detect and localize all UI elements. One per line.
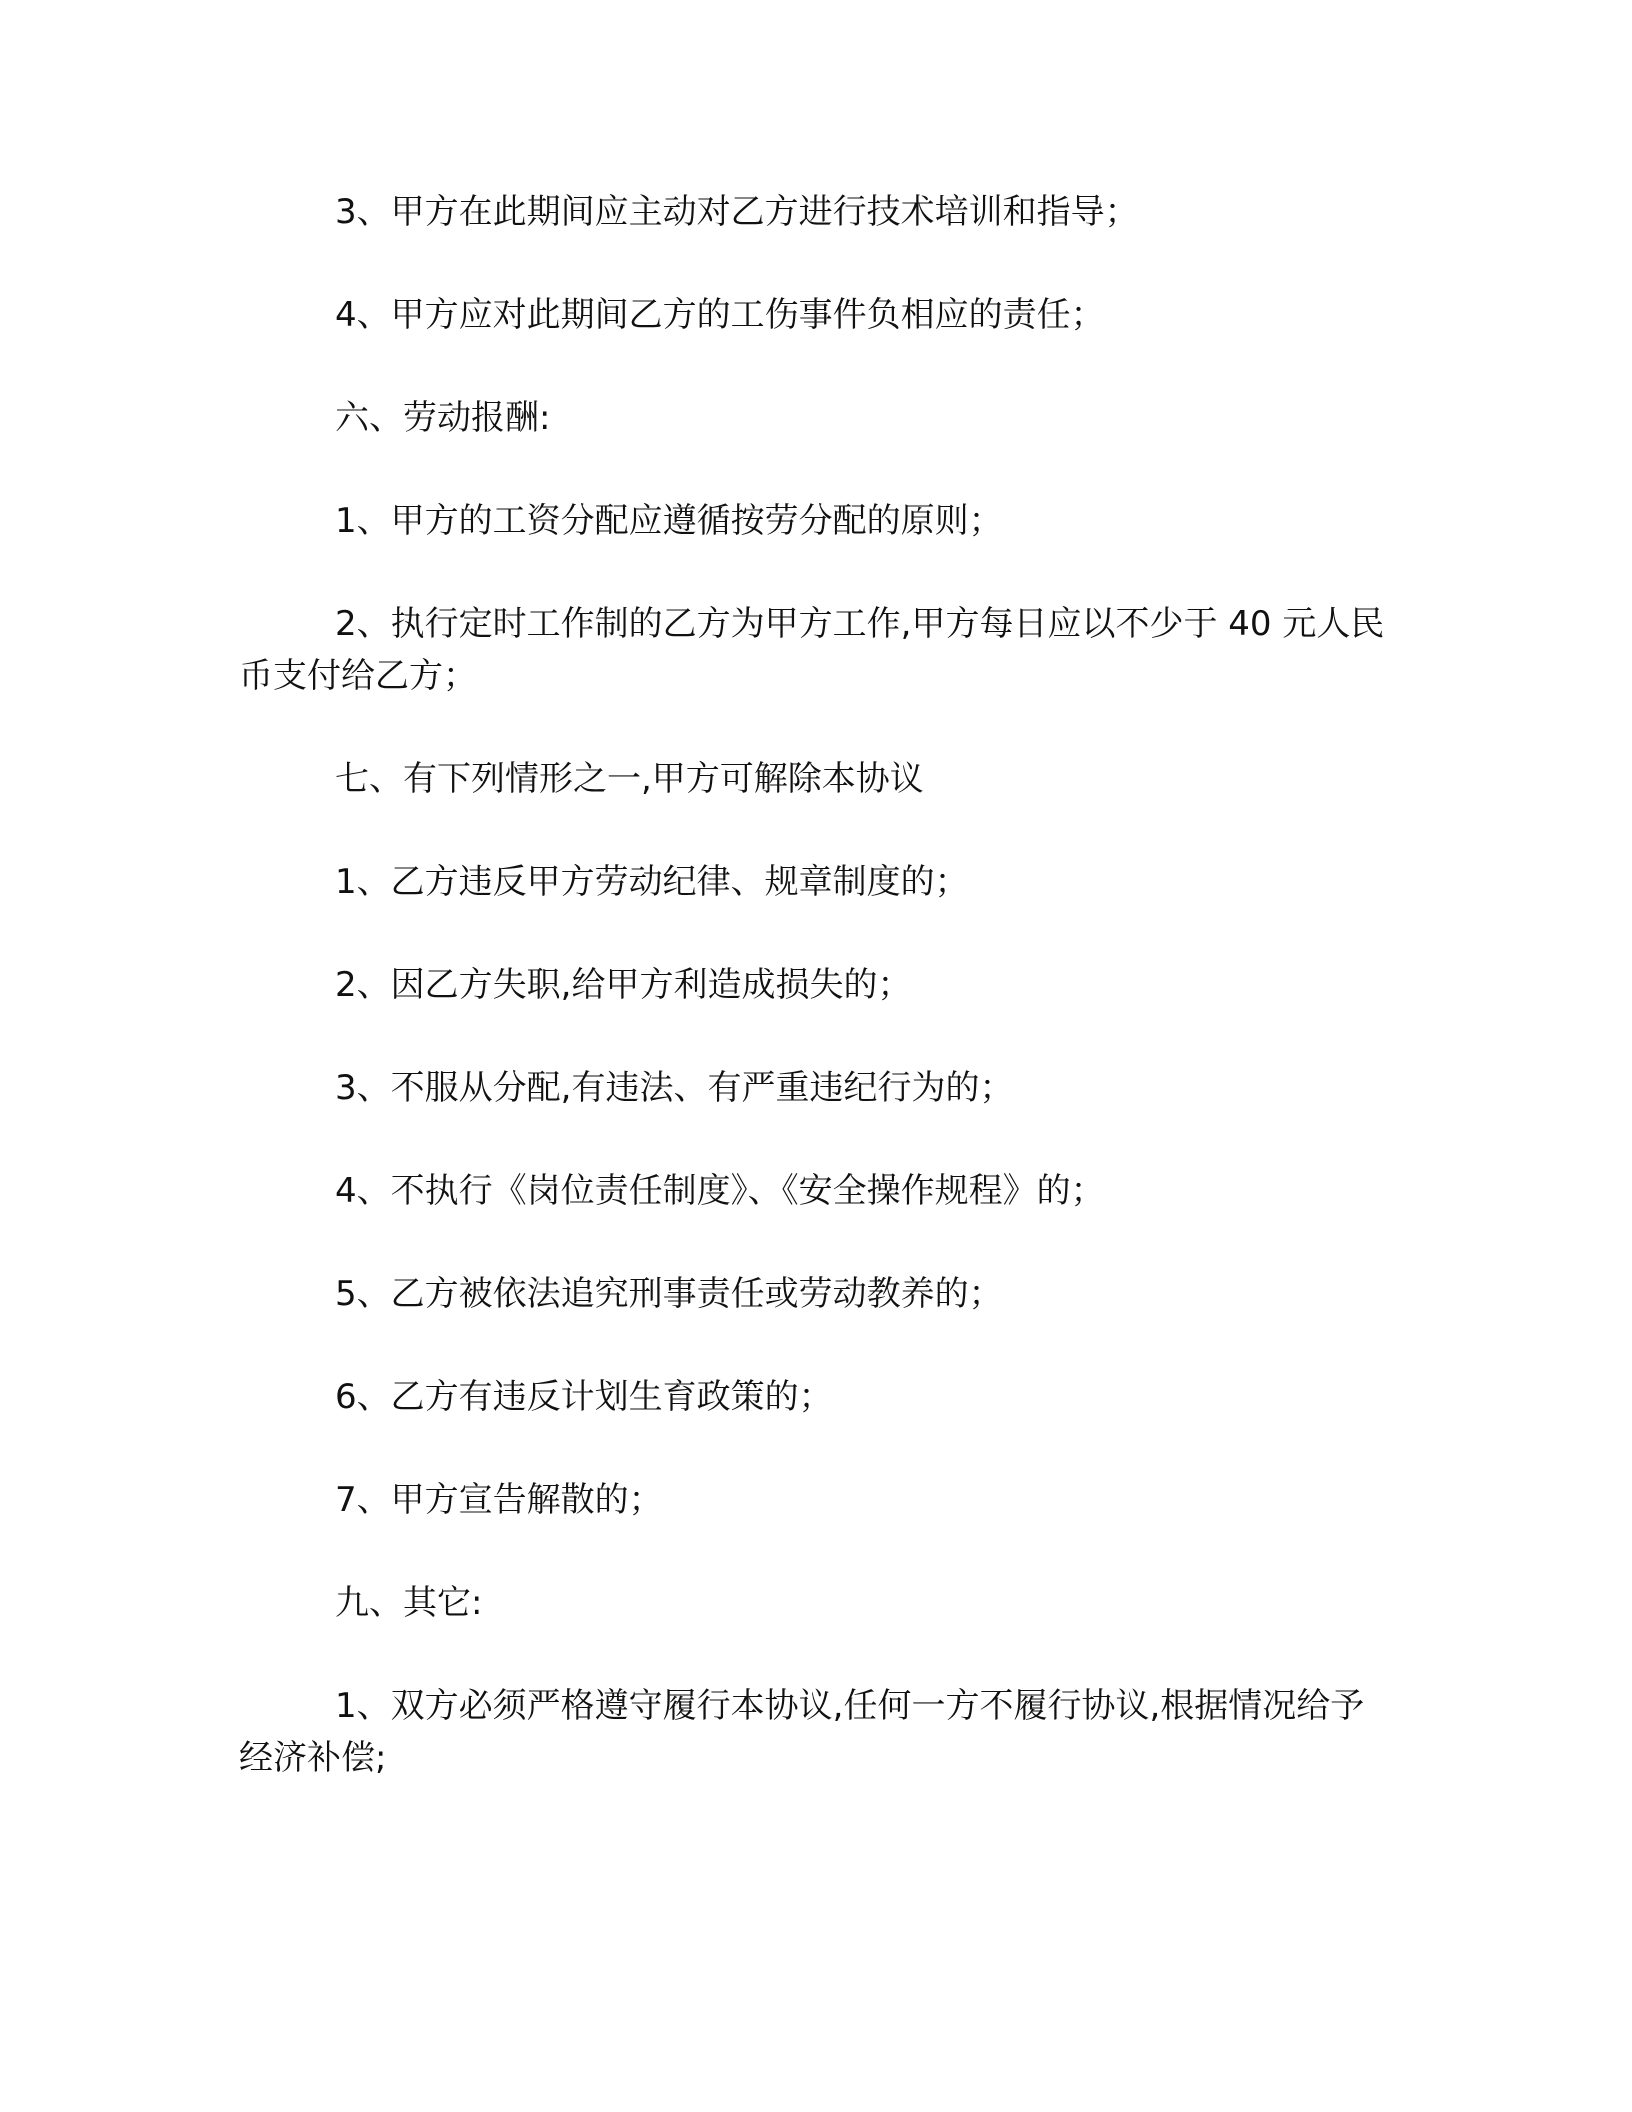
paragraph-11: 7、甲方宣告解散的； <box>335 1480 663 1520</box>
paragraph-2: 4、甲方应对此期间乙方的工伤事件负相应的责任； <box>335 295 1105 335</box>
paragraph-5: 1、乙方违反甲方劳动纪律、规章制度的； <box>335 862 969 902</box>
paragraph-6: 2、因乙方失职,给甲方利造成损失的； <box>335 965 912 1005</box>
paragraph-7: 3、不服从分配,有违法、有严重违纪行为的； <box>335 1068 1014 1108</box>
document-body <box>239 186 1389 1784</box>
paragraph-3: 1、甲方的工资分配应遵循按劳分配的原则； <box>335 501 1003 541</box>
section-heading-7: 七、有下列情形之一,甲方可解除本协议 <box>335 759 924 799</box>
paragraph-8: 4、不执行《岗位责任制度》、《安全操作规程》的； <box>335 1171 1105 1211</box>
paragraph-12: 1、双方必须严格遵守履行本协议,任何一方不履行协议,根据情况给予经济补偿; <box>239 1686 1365 1778</box>
section-heading-9: 九、其它: <box>335 1583 483 1623</box>
paragraph-10: 6、乙方有违反计划生育政策的； <box>335 1377 833 1417</box>
paragraph-1: 3、甲方在此期间应主动对乙方进行技术培训和指导； <box>335 192 1139 232</box>
paragraph-9: 5、乙方被依法追究刑事责任或劳动教养的； <box>335 1274 1003 1314</box>
paragraph-4: 2、执行定时工作制的乙方为甲方工作,甲方每日应以不少于 40 元人民币支付给乙方； <box>239 604 1385 696</box>
section-heading-6: 六、劳动报酬: <box>335 398 551 438</box>
